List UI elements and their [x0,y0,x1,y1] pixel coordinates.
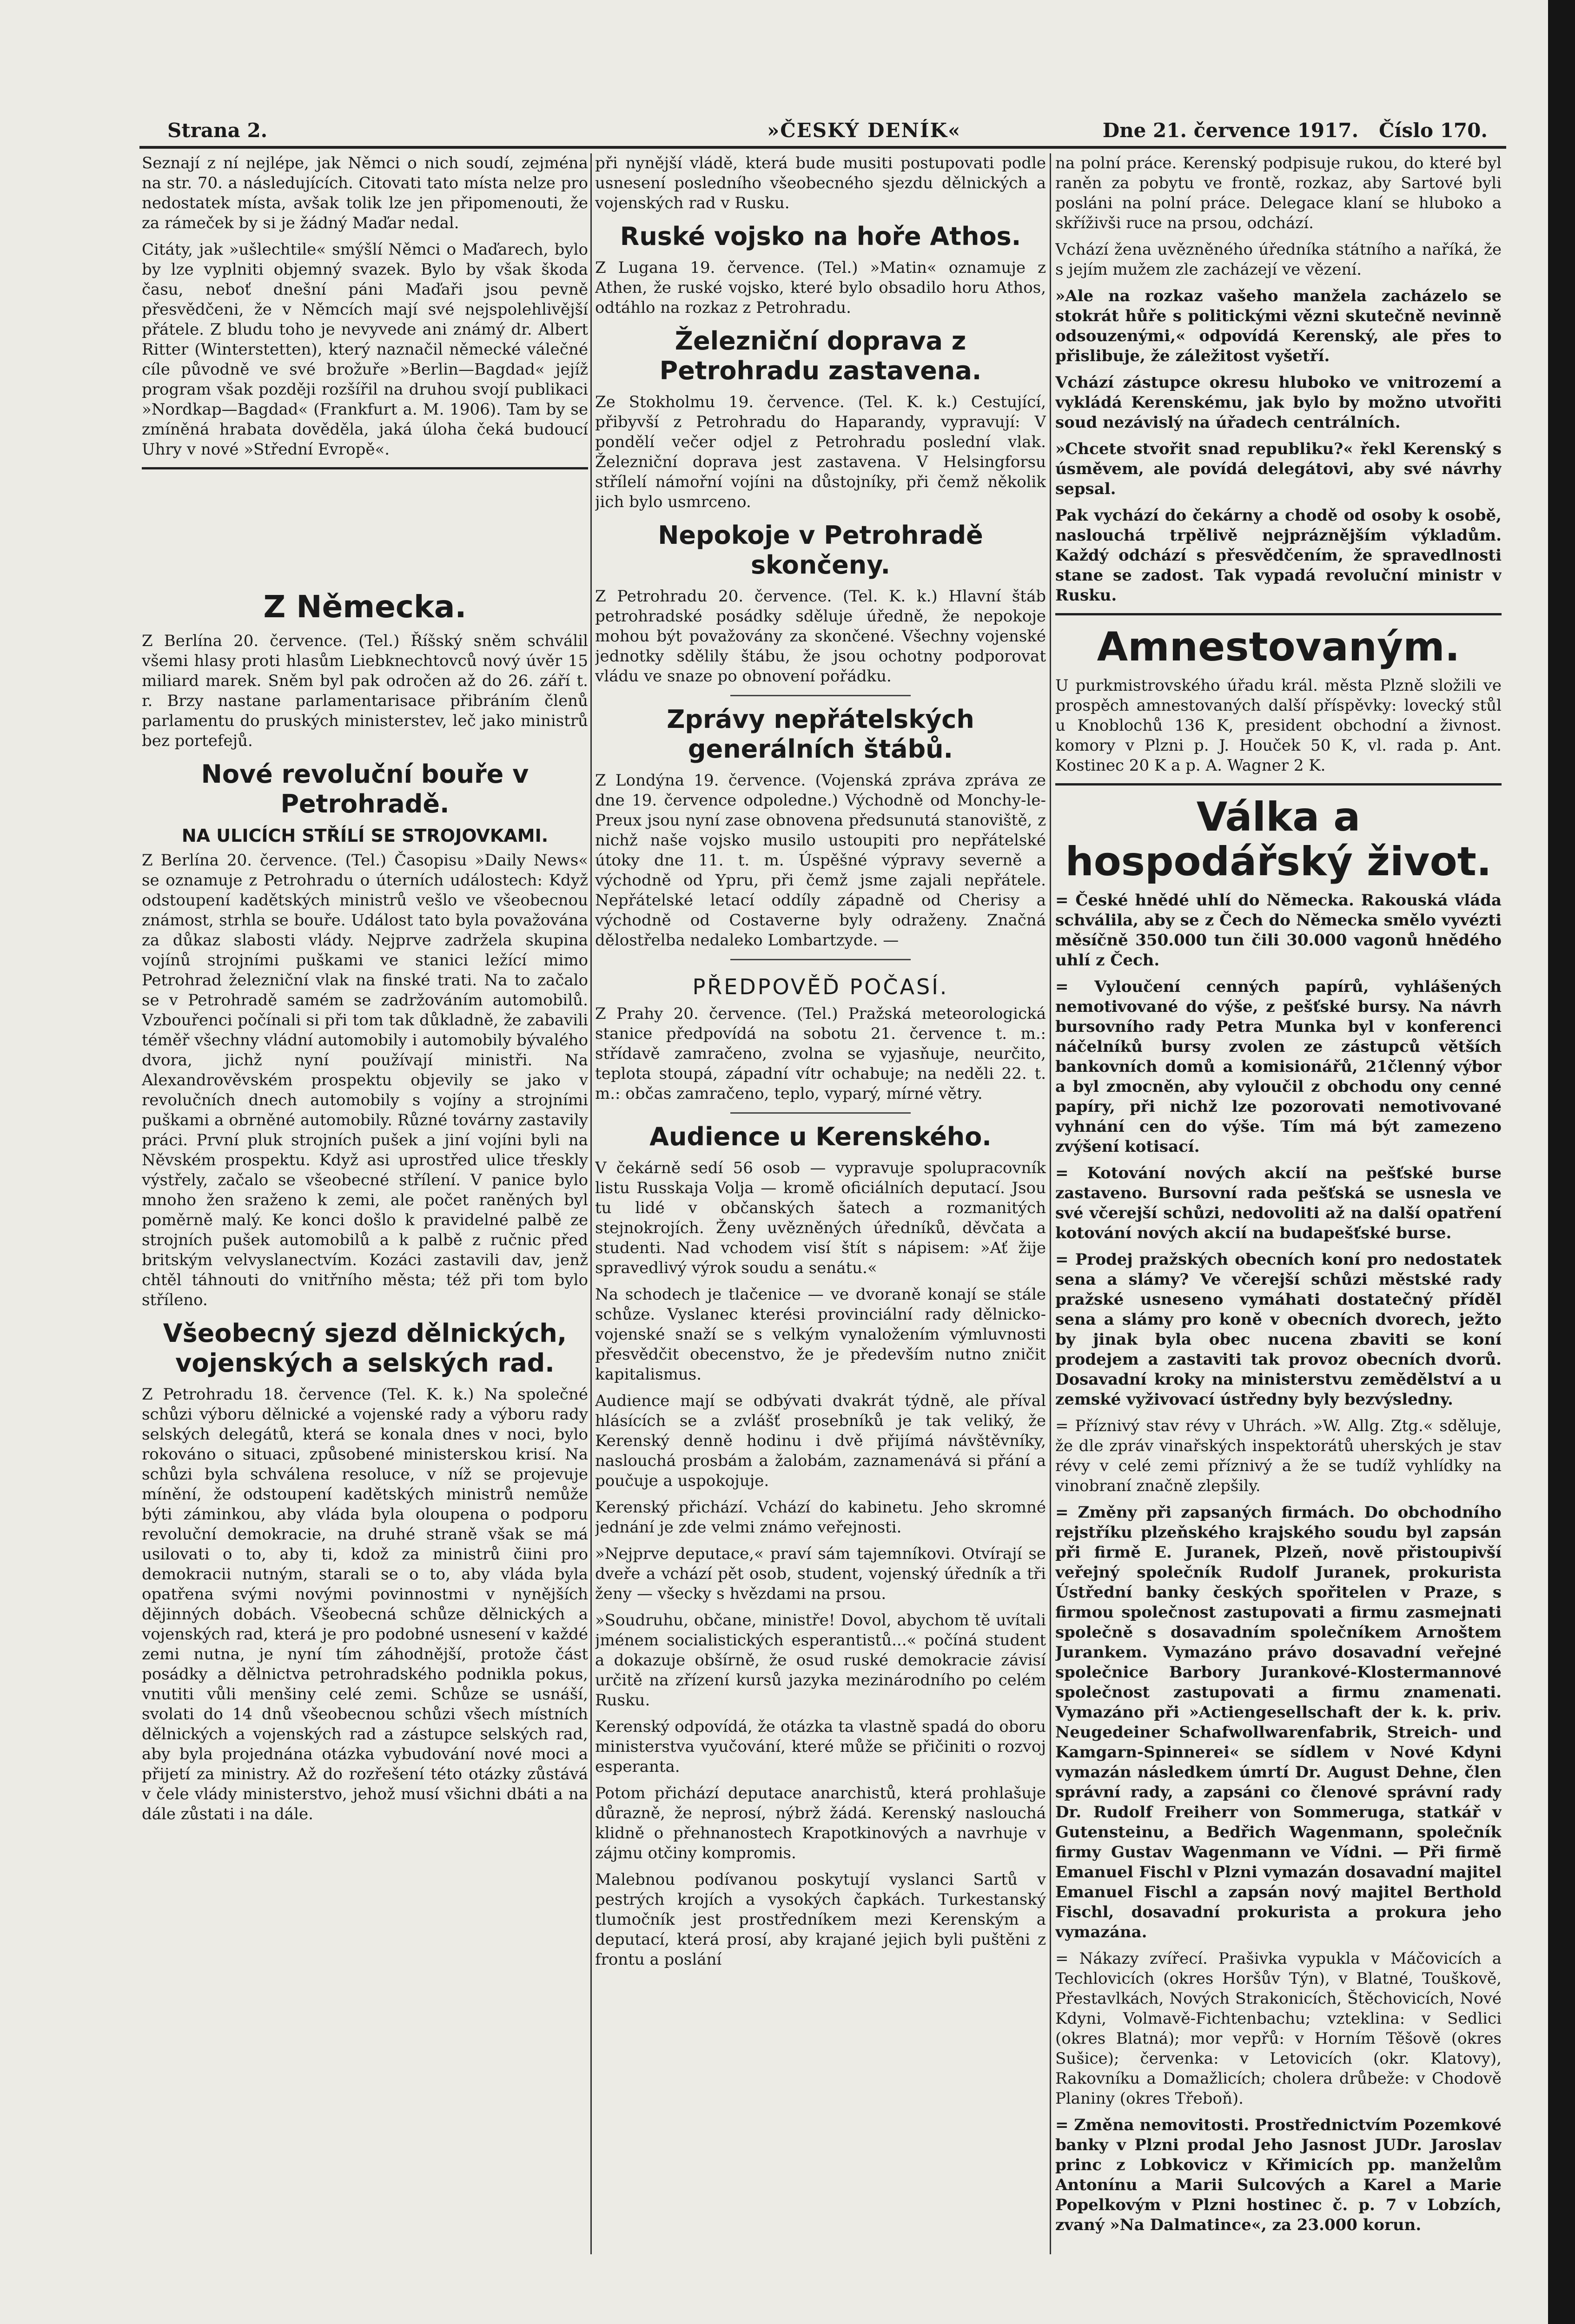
news-item: = Změna nemovitosti. Prostřednictvím Pozemkové banky v Plzni prodal Jeho Jasnost JUDr. Jaroslav princ z Lobkovicz v Křimicích pp. manželům Antonínu a Marii Sulcových a Karel a Marie Popelkovým v Plzni hostinec č. p. 7 v Lobzích, zvaný »Na Dalmatince«, za 23.000 korun. [1055,2116,1502,2234]
article-paragraph: V čekárně sedí 56 osob — vypravuje spolupracovník listu Russkaja Volja — kromě oficiálních deputací. Jsou tu lidé v občanských šatech a rozmanitých stejnokrojích. Ženy uvězněných úředníků, děvčata a studenti. Nad vchodem visí štít s nápisem: »Ať žije spravedlivý výrok soudu a senátu.« [595,1159,1046,1277]
column-1 [142,153,588,2259]
article-paragraph: U purkmistrovského úřadu král. města Plzně složili ve prospěch amnestovaných další příspěvky: lovecký stůl u Knoblochů 136 K, president obchodní a živnost. komory v Plzni p. J. Houček 50 K, vl. rada p. Ant. Kostinec 20 K a p. A. Wagner 2 K. [1055,676,1502,775]
section-rule [730,695,911,696]
headline-audience: Audience u Kerenského. [649,1122,992,1151]
article-continuation: Seznají z ní nejlépe, jak Němci o nich soudí, zejména na str. 70. a následujících. Citovati tato místa nelze pro nedostatek místa, avšak tolik lze jen připomenouti, že za rámeček by si je žádný Maďar nedal. [142,154,588,232]
column-3 [1055,153,1502,2259]
headline-staff-reports: Zprávy nepřátelských generálních štábů. [667,705,974,764]
headline-revolution: Nové revoluční bouře v Petrohradě. [201,759,529,819]
news-item: = Změny při zapsaných firmách. Do obchodního rejstříku plzeňského krajského soudu byl zapsán při firmě E. Juranek, Plzeň, nově přistoupivší veřejný společník Rudolf Juranek, prokurista Ústřední banky českých spořitelen v Praze, s firmou společnost zastupovati a firmu zasmejnati společně s dosavadním společníkem Arnoštem Jurankem. Vymazáno právo dosavadní veřejné společnice Barbory Jurankové-Klostermannové společnost zastupovati a firmu znamenati. Vymazáno při »Actiengesellschaft der k. k. priv. Neugedeiner Schafwollwarenfabrik, Streich- und Kamgarn-Spinnerei« se sídlem v Nové Kdyni vymazán následkem úmrtí Dr. August Dehne, člen správní rady, a zapsáni co členové správní rady Dr. Rudolf Freiherr von Sommeruga, statkář v Gutensteinu, a Bedřich Wagenmann, společník firmy Gustav Wagenmann ve Vídni. — Při firmě Emanuel Fischl v Plzni vymazán dosavadní majitel Emanuel Fischl a zapsán nový majitel Berthold Fischl, dosavadní prokurista a prokura jeho vymazána. [1055,1503,1502,1941]
article-paragraph: Potom přichází deputace anarchistů, která prohlašuje důrazně, že neprosí, nýbrž žádá. Kerenský naslouchá klidně o přehnanostech Krapotkinových a navrhuje v zájmu otčiny kompromis. [595,1784,1046,1862]
article-paragraph: Vchází žena uvězněného úředníka státního a naříká, že s jejím mužem zle zacházejí ve vězení. [1055,240,1502,279]
issue-info [1103,119,1488,142]
news-item: = Vyloučení cenných papírů, vyhlášených nemotivované do výše, z pešťské bursy. Na návrh bursovního rady Petra Munka byl v konferenci náčelníků bursy zvolen ze zástupců větších bankovních domů a komisionářů, 21členný výbor a byl zmocněn, aby vyloučil z obchodu ony cenné papíry, při nichž lze pozorovati nemotivované vyhnání cen do výše. Tím má být zamezeno zvýšení kotisací. [1055,977,1502,1156]
headline-amnesty: Amnestovaným. [1097,624,1460,670]
article-paragraph: Citáty, jak »ušlechtile« smýšlí Němci o Maďarech, bylo by lze vyplniti objemný svazek. Bylo by však škoda času, neboť dnešní páni Maďaři jsou pevně přesvědčeni, že v Němcích mají své nejspolehlivější přátele. Z bludu toho je nevyvede ani známý dr. Albert Ritter (Winterstetten), který naznačil německé válečné cíle původně ve své brožuře »Berlin—Bagdad« jejíž program však později rozšířil na druhou svojí publikaci »Nordkap—Bagdad« (Frankfurt a. M. 1906). Tam by se zmíněná hrabata dověděla, jaká úloha čeká budoucí Uhry v nové »Střední Evropě«. [142,240,588,459]
article-paragraph: Z Londýna 19. července. (Vojenská zpráva zpráva ze dne 19. července odpoledne.) Východně od Monchy-le-Preux jsou nyní zase obnovena předsunutá stanoviště, z nichž naše vojsko musilo ustoupiti pro nepřátelské útoky dne 11. t. m. Úspěšné výpravy severně a východně od Ypru, při čemž jsme zajali nepřátele. Nepřátelské letací oddíly západně od Cherisy a východně od Costaverne byly odraženy. Značná dělostřelba nedaleko Lombartzyde. — [595,771,1046,950]
section-rule [1055,613,1502,615]
news-item: = Nákazy zvířecí. Prašivka vypukla v Máčovicích a Techlovicích (okres Horšův Týn), v Blatné, Touškově, Přestavlkách, Nových Strakonicích, Štěchovicích, Nové Kdyni, Volmavě-Fichtenbachu; vzteklina: v Sedlici (okres Blatná); mor vepřů: v Horním Těšově (okres Sušice); červenka: v Letovicích (okr. Klatovy), Rakovníku a Domažlicích; cholera drůbeže: v Chodově Planiny (okres Třeboň). [1055,1949,1502,2108]
column-rule [1050,153,1051,2254]
article-paragraph: Kerenský odpovídá, že otázka ta vlastně spadá do oboru ministerstva vyučování, které může se přičiniti o rozvoj esperanta. [595,1717,1046,1776]
news-item: = Prodej pražských obecních koní pro nedostatek sena a slámy? Ve včerejší schůzi městské rady pražské usneseno vymáhati dostatečný příděl sena a slámy pro koně v obecních dvorech, ježto by jinak byla obec nucena zbaviti se koní prodejem a zastaviti tak provoz obecních dvorů. Dosavadní kroky na ministerstvu zemědělství a u zemské vyživovací ústředny byly bezvýsledny. [1055,1250,1502,1409]
article-paragraph: Z Berlína 20. července. (Tel.) Časopisu »Daily News« se oznamuje z Petrohradu o úterních událostech: Když odstoupení kadětských ministrů vešlo ve všeobecnou známost, strhla se bouře. Událost tato byla považována za důkaz slabosti vlády. Nejprve zadržela skupina vojínů strojními puškami ve stanici ležící mimo Petrohrad železniční vlak na finské trati. Na to začalo se v Petrohradě samém se zadržováním automobilů. Vzbouřenci počínali si při tom tak důkladně, že zabavili téměř všechny vládní automobily i automobily bývalého dvora, jichž nyní používají ministři. Na Alexandrověvském prospektu objevily se jako v revolučních dnech automobily s vojíny a strojními puškami a obrněné automobily. Různé továrny zastavily práci. První pluk strojních pušek a jiní vojíni byli na Něvském prospektu. Když asi uprostřed ulice třeskly výstřely, začalo se všeobecné střílení. V panice bylo mnoho žen sraženo k zemi, ale počet raněných byl poměrně malý. Ke konci došlo k pravidelné palbě ze strojních pušek automobilů a k palbě z ručnic před britským velvyslanectvím. Kozáci zastavili dav, jenž chtěl táhnouti do vnitřního města; též při tom bylo stříleno. [142,851,588,1309]
headline-economy: Válka a hospodářský život. [1065,794,1492,885]
article-paragraph: Z Petrohradu 18. července (Tel. K. k.) Na společné schůzi výboru dělnické a vojenské rady a výboru rady selských delegátů, která se konala dnes v noci, bylo rokováno o situaci, způsobené ministerskou krisí. Na schůzi byla schválena resoluce, v níž se projevuje mínění, že odstoupení kadětských ministrů nemůže býti záminkou, aby vláda byla oloupena o podporu revoluční demokracie, na druhé straně však se má usilovati o to, aby ti, kdož za ministrů čiini pro demokracii nutným, starali se o to, aby vláda byla opatřena svými novými povinnostmi v nynějších dějinných dobách. Všeobecná schůze dělnických a vojenských rad, která je pro podobné usnesení v každé zemi nutna, je nyní tím záhodnější, protože část posádky a dělnictva petrohradského podnikla pokus, vnutiti vůli menšiny celé zemi. Schůze se usnáší, svolati do 14 dnů všeobecnou schůzi všech místních dělnických a vojenských rad a zástupce selských rad, aby byla projednána otázka vybudování nové moci a přijetí za ministry. Až do rozřešení této otázky zůstává v čele vlády ministerstvo, jehož musí všichni dbáti a na dále zůstati i na dále. [142,1385,588,1823]
section-rule [142,467,588,469]
subheadline: NA ULICÍCH STŘÍLÍ SE STROJOVKAMI. [181,825,549,846]
section-rule [1055,783,1502,786]
page-number: Strana 2. [167,119,268,142]
issue-number: Číslo 170. [1379,119,1488,142]
article-paragraph: Na schodech je tlačenice — ve dvoraně konají se stále schůze. Vyslanec kterési provinciální rady dělnicko-vojenské snaží se s velkým vynaložením výmluvnosti přesvědčit obecenstvo, že je především nutno zničit kapitalismus. [595,1285,1046,1384]
news-item: = Kotování nových akcií na pešťské burse zastaveno. Bursovní rada pešťská se usnesla ve své včerejší schůzi, nedovoliti až na další opatření kotování nových akcií na budapešťské burse. [1055,1164,1502,1242]
article-paragraph: Malebnou podívanou poskytují vyslanci Sartů v pestrých krojích a vysokých čapkách. Turkestanský tlumočník jest prostředníkem mezi Kerenským a deputací, která prosí, aby krajané jejich byli puštěni z frontu a poslání [595,1870,1046,1969]
issue-date: Dne 21. července 1917. [1102,119,1359,142]
article-paragraph: Z Berlína 20. července. (Tel.) Říšský sněm schválil všemi hlasy proti hlasům Liebknechtovců nový úvěr 15 miliard marek. Sněm byl pak odročen až do 26. září t. r. Brzy nastane parlamentarisace přibráním členů parlamentu do pruských ministerstev, leč jako ministrů bez portefejů. [142,632,588,750]
news-item: = České hnědé uhlí do Německa. Rakouská vláda schválila, aby se z Čech do Německa smělo vyvézti měsíčně 350.000 tun čili 30.000 vagonů hnědého uhlí z Čech. [1055,891,1502,970]
blank-space [142,479,588,581]
column-2 [595,153,1046,2259]
article-paragraph: Vchází zástupce okresu hluboko ve vnitrozemí a vykládá Kerenskému, jak bylo by možno utvořiti soud nezávislý na úřadech centrálních. [1055,373,1502,432]
article-paragraph: Ze Stokholmu 19. července. (Tel. K. k.) Cestující, přibyvší z Petrohradu do Haparandy, vypravují: V pondělí večer odjel z Petrohradu poslední vlak. Železniční doprava jest zastavena. V Helsingforsu střílelí námořní vojíni na důstojníky, při čemž několik jich bylo usmrceno. [595,393,1046,511]
page-header [139,116,1506,149]
headline-athos: Ruské vojsko na hoře Athos. [620,222,1021,251]
headline-weather: PŘEDPOVĚĎ POČASÍ. [692,974,949,999]
article-paragraph: Z Petrohradu 20. července. (Tel. K. k.) Hlavní štáb petrohradské posádky sděluje úředně, že nepokoje mohou být považovány za skončené. Všechny vojenské jednotky sdělily štábu, že jsou ochotny podporovat vládu ve snaze po obnovení pořádku. [595,587,1046,686]
headline-unrest: Nepokoje v Petrohradě skončeny. [658,521,983,580]
column-rule [590,153,592,2254]
masthead-title: »ČESKÝ DENÍK« [767,119,961,142]
article-paragraph: Z Prahy 20. července. (Tel.) Pražská meteorologická stanice předpovídá na sobotu 21. července t. m.: střídavě zamračeno, zvolna se vyjasňuje, neurčito, teplota stoupá, západní vítr ochabuje; na neděli 22. t. m.: občas zamračeno, teplo, vyparý, mírné větry. [595,1004,1046,1103]
section-rule [730,1112,911,1114]
headline-congress: Všeobecný sjezd dělnických, vojenských a selských rad. [163,1319,567,1378]
news-item: = Příznivý stav révy v Uhrách. »W. Allg. Ztg.« sděluje, že dle zpráv vinařských inspektorátů uherských je stav révy v celé zemi příznivý a že se tudíž vyhlídky na vinobraní značně zlepšily. [1055,1417,1502,1495]
article-continuation: na polní práce. Kerenský podpisuje rukou, do které byl raněn za pobytu ve frontě, rozkaz, aby Sartové byli posláni na polní práce. Delegace klaní se hluboko a skříživši ruce na prsou, odchází. [1055,154,1502,232]
article-paragraph: »Soudruhu, občane, ministře! Dovol, abychom tě uvítali jménem socialistických esperantistů...« počíná student a dokazuje obšírně, že osud ruské demokracie závisí určitě na zřízení kursů jazyka mezinárodního po celém Rusku. [595,1611,1046,1710]
article-paragraph: Kerenský přichází. Vchází do kabinetu. Jeho skromné jednání je zde velmi známo veřejnosti. [595,1498,1046,1537]
article-paragraph: »Chcete stvořit snad republiku?« řekl Kerenský s úsměvem, ale povídá delegátovi, aby své návrhy sepsal. [1055,440,1502,498]
article-paragraph: Z Lugana 19. července. (Tel.) »Matin« oznamuje z Athen, že ruské vojsko, které bylo obsadilo horu Athos, odtáhlo na rozkaz z Petrohradu. [595,258,1046,317]
article-continuation: při nynější vládě, která bude musiti postupovati podle usnesení posledního všeobecného sjezdu dělnických a vojenských rad v Rusku. [595,154,1046,212]
scan-edge [1548,0,1575,2324]
article-paragraph: »Nejprve deputace,« praví sám tajemníkovi. Otvírají se dveře a vchází pět osob, student, vojenský úředník a tři ženy — všecky s hvězdami na prsou. [595,1545,1046,1603]
headline-germany: Z Německa. [263,589,467,625]
article-paragraph: Audience mají se odbývati dvakrát týdně, ale příval hlásících se a zvlášť prosebníků je tak veliký, že Kerenský denně hodinu i dvě přijímá návštěvníky, naslouchá prosbám a žalobám, zaznamenává si přání a poučuje a uspokojuje. [595,1392,1046,1490]
article-paragraph: Pak vychází do čekárny a chodě od osoby k osobě, naslouchá trpělivě nejpráznějším výkladům. Každý odchází s přesvědčením, že spravedlnosti stane se zadost. Tak vypadá revoluční ministr v Rusku. [1055,506,1502,605]
section-rule [730,959,911,960]
article-paragraph: »Ale na rozkaz vašeho manžela zacházelo se stokrát hůře s politickými vězni skutečně nevinně odsouzenými,« odpovídá Kerenský, ale přes to přislibuje, že záležitost vyšetří. [1055,287,1502,365]
headline-railway: Železniční doprava z Petrohradu zastavena. [659,326,982,385]
